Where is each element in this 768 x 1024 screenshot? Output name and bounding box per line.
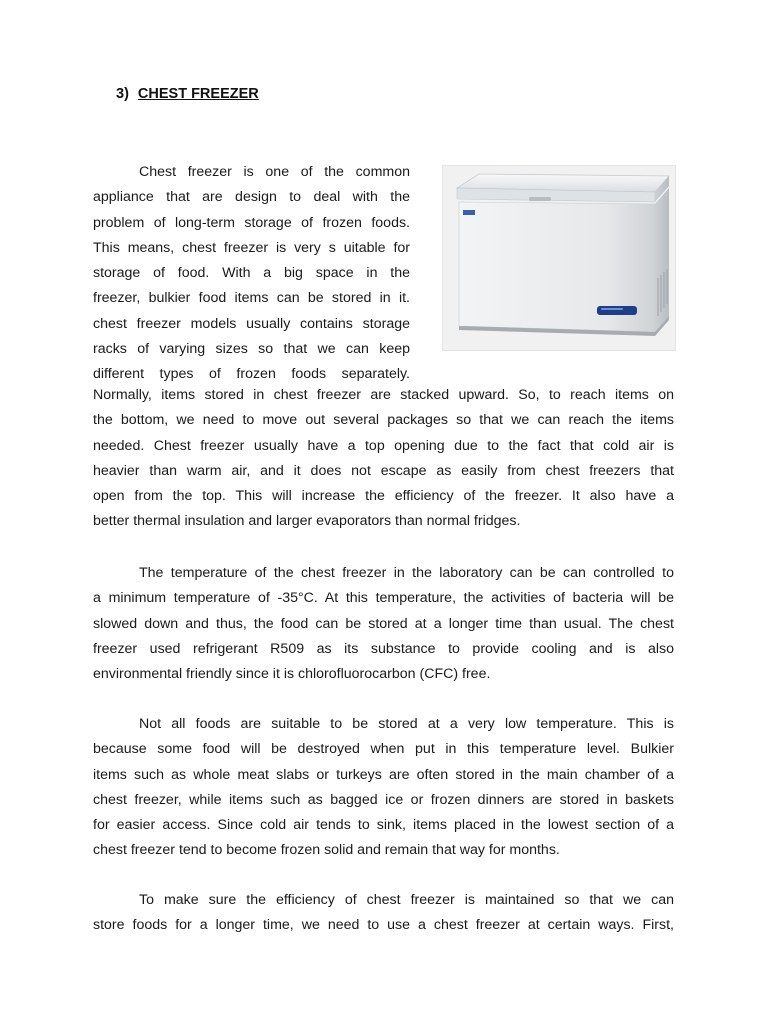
- chest-freezer-image: [442, 165, 676, 351]
- text-line: better thermal insulation and larger evaporators than normal fridges.: [93, 513, 521, 530]
- text-line: needed. Chest freezer usually have a top opening due to the fact that cold air is: [93, 437, 674, 454]
- text-line: open from the top. This will increase the efficiency of the freezer. It also have a: [93, 488, 674, 505]
- text-line: chest freezer models usually contains storage: [93, 315, 410, 332]
- section-number: 3): [116, 86, 129, 102]
- text-line: freezer, bulkier food items can be stored in it.: [93, 290, 410, 307]
- paragraph-temperature: [93, 561, 674, 687]
- text-line: for easier access. Since cold air tends to sink, items placed in the lowest section of a: [93, 817, 674, 834]
- text-line: storage of food. With a big space in the: [93, 265, 410, 282]
- text-line: heavier than warm air, and it does not escape as easily from chest freezers that: [93, 462, 674, 479]
- text-line: freezer used refrigerant R509 as its substance to provide cooling and is also: [93, 640, 674, 657]
- text-line: racks of varying sizes so that we can keep: [93, 341, 410, 358]
- text-line: To make sure the efficiency of chest freezer is maintained so that we can: [139, 892, 674, 908]
- text-line: because some food will be destroyed when put in this temperature level. Bulkier: [93, 741, 674, 758]
- text-line: The temperature of the chest freezer in the laboratory can be can controlled to: [139, 565, 674, 581]
- text-line: store foods for a longer time, we need to use a chest freezer at certain ways. First,: [93, 917, 674, 934]
- paragraph-intro-continued: [93, 383, 674, 535]
- text-line: chest freezer tend to become frozen solid and remain that way for months.: [93, 842, 560, 859]
- text-line: problem of long-term storage of frozen foods.: [93, 214, 410, 231]
- text-line: environmental friendly since it is chlorofluorocarbon (CFC) free.: [93, 666, 491, 683]
- section-title: CHEST FREEZER: [137, 86, 259, 102]
- text-line: slowed down and thus, the food can be stored at a longer time than usual. The chest: [93, 615, 674, 632]
- paragraph-food-suitability: [93, 712, 674, 864]
- text-line: Normally, items stored in chest freezer are stacked upward. So, to reach items on: [93, 387, 674, 403]
- text-line: different types of frozen foods separately.: [93, 366, 410, 383]
- text-line: appliance that are design to deal with the: [93, 189, 410, 206]
- text-line: the bottom, we need to move out several packages so that we can reach the items: [93, 412, 674, 429]
- text-line: This means, chest freezer is very s uitable for: [93, 239, 410, 256]
- section-heading: [116, 86, 259, 102]
- paragraph-efficiency: [93, 888, 674, 939]
- paragraph-intro: [93, 160, 410, 388]
- text-line: a minimum temperature of -35°C. At this temperature, the activities of bacteria will be: [93, 590, 674, 607]
- text-line: Not all foods are suitable to be stored at a very low temperature. This is: [139, 716, 674, 732]
- text-line: Chest freezer is one of the common: [139, 164, 410, 180]
- chest-freezer-illustration: [443, 166, 675, 350]
- text-line: items such as whole meat slabs or turkeys are often stored in the main chamber of a: [93, 766, 674, 783]
- text-line: chest freezer, while items such as bagged ice or frozen dinners are stored in baskets: [93, 791, 674, 808]
